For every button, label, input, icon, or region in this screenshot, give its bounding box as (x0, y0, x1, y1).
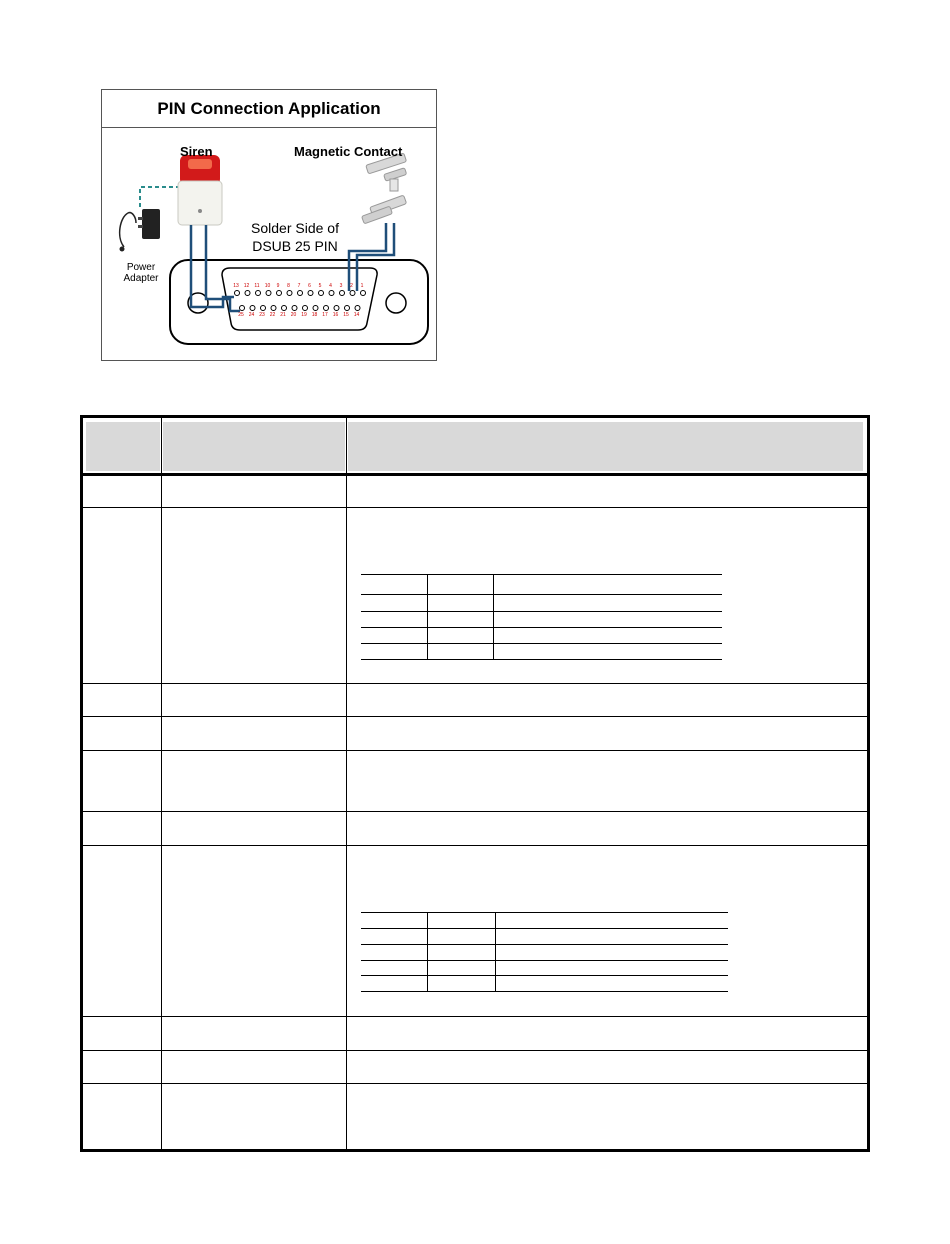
dsub-connector-body (222, 268, 377, 330)
sub-table-rule (361, 944, 728, 945)
sub-table-rule (361, 928, 728, 929)
pin-number: 19 (301, 312, 307, 318)
header-divider (83, 473, 867, 476)
row-divider (83, 507, 867, 508)
sub-table-rule (361, 991, 728, 992)
pin-number: 6 (308, 283, 311, 289)
pin-number: 17 (322, 312, 328, 318)
pin-number: 21 (280, 312, 286, 318)
power-adapter-label: Power Adapter (123, 262, 159, 284)
sub-table-2 (361, 912, 728, 992)
row-divider (83, 716, 867, 717)
pin-number: 1 (360, 283, 364, 289)
pin-number: 15 (343, 312, 349, 318)
sub-table-rule (361, 960, 728, 961)
pin-number: 24 (248, 312, 255, 318)
pin-number: 20 (290, 312, 297, 318)
row-divider (83, 750, 867, 751)
sub-table-rule (361, 975, 728, 976)
pin-number: 7 (297, 283, 301, 289)
pin-number: 10 (264, 283, 271, 289)
mounting-hole-right (386, 293, 406, 313)
column-divider-1 (161, 418, 162, 1149)
pin-number: 22 (269, 312, 276, 318)
pin-number: 11 (254, 283, 260, 289)
pin-number: 23 (259, 312, 265, 318)
siren-label: Siren (180, 144, 213, 159)
pin-number: 13 (233, 283, 239, 289)
pin-number: 18 (311, 312, 318, 318)
pin-number: 14 (353, 312, 360, 318)
sub-table-col (495, 912, 496, 992)
row-divider (83, 811, 867, 812)
row-divider (83, 683, 867, 684)
sub-table-rule (361, 611, 722, 612)
pin-number: 8 (287, 283, 290, 289)
sub-table-rule (361, 912, 728, 913)
pin-number: 9 (276, 283, 280, 289)
sub-table-rule (361, 643, 722, 644)
sub-table-col (493, 574, 494, 660)
row-divider (83, 845, 867, 846)
siren-icon (178, 155, 222, 225)
pin-number: 4 (329, 283, 332, 289)
sub-table-rule (361, 594, 722, 595)
header-cell-pin (86, 422, 160, 471)
pin-number: 2 (350, 283, 353, 289)
sub-table-rule (361, 574, 722, 575)
header-cell-description (348, 422, 863, 471)
sub-table-col (427, 912, 428, 992)
pin-number: 5 (318, 283, 322, 289)
figure-title: PIN Connection Application (102, 90, 436, 128)
sub-table-rule (361, 627, 722, 628)
sub-table-rule (361, 659, 722, 660)
magnetic-contact-label: Magnetic Contact (294, 144, 403, 159)
pin-number: 3 (339, 283, 343, 289)
pin-number: 12 (243, 283, 250, 289)
sub-table-col (427, 574, 428, 660)
solder-side-label: Solder Side of DSUB 25 PIN (251, 220, 339, 254)
sub-table-1 (361, 574, 722, 660)
row-divider (83, 1016, 867, 1017)
column-divider-2 (346, 418, 347, 1149)
pin-connection-figure (101, 89, 437, 361)
magnetic-contact-bottom-icon (362, 195, 407, 224)
pin-definition-table (80, 415, 870, 1152)
row-divider (83, 1083, 867, 1084)
pin-number: 25 (238, 312, 244, 318)
pin-number: 16 (332, 312, 339, 318)
adapter-dashed-cable (140, 187, 180, 207)
power-adapter-icon (120, 209, 161, 252)
row-divider (83, 1050, 867, 1051)
header-cell-function (163, 422, 345, 471)
